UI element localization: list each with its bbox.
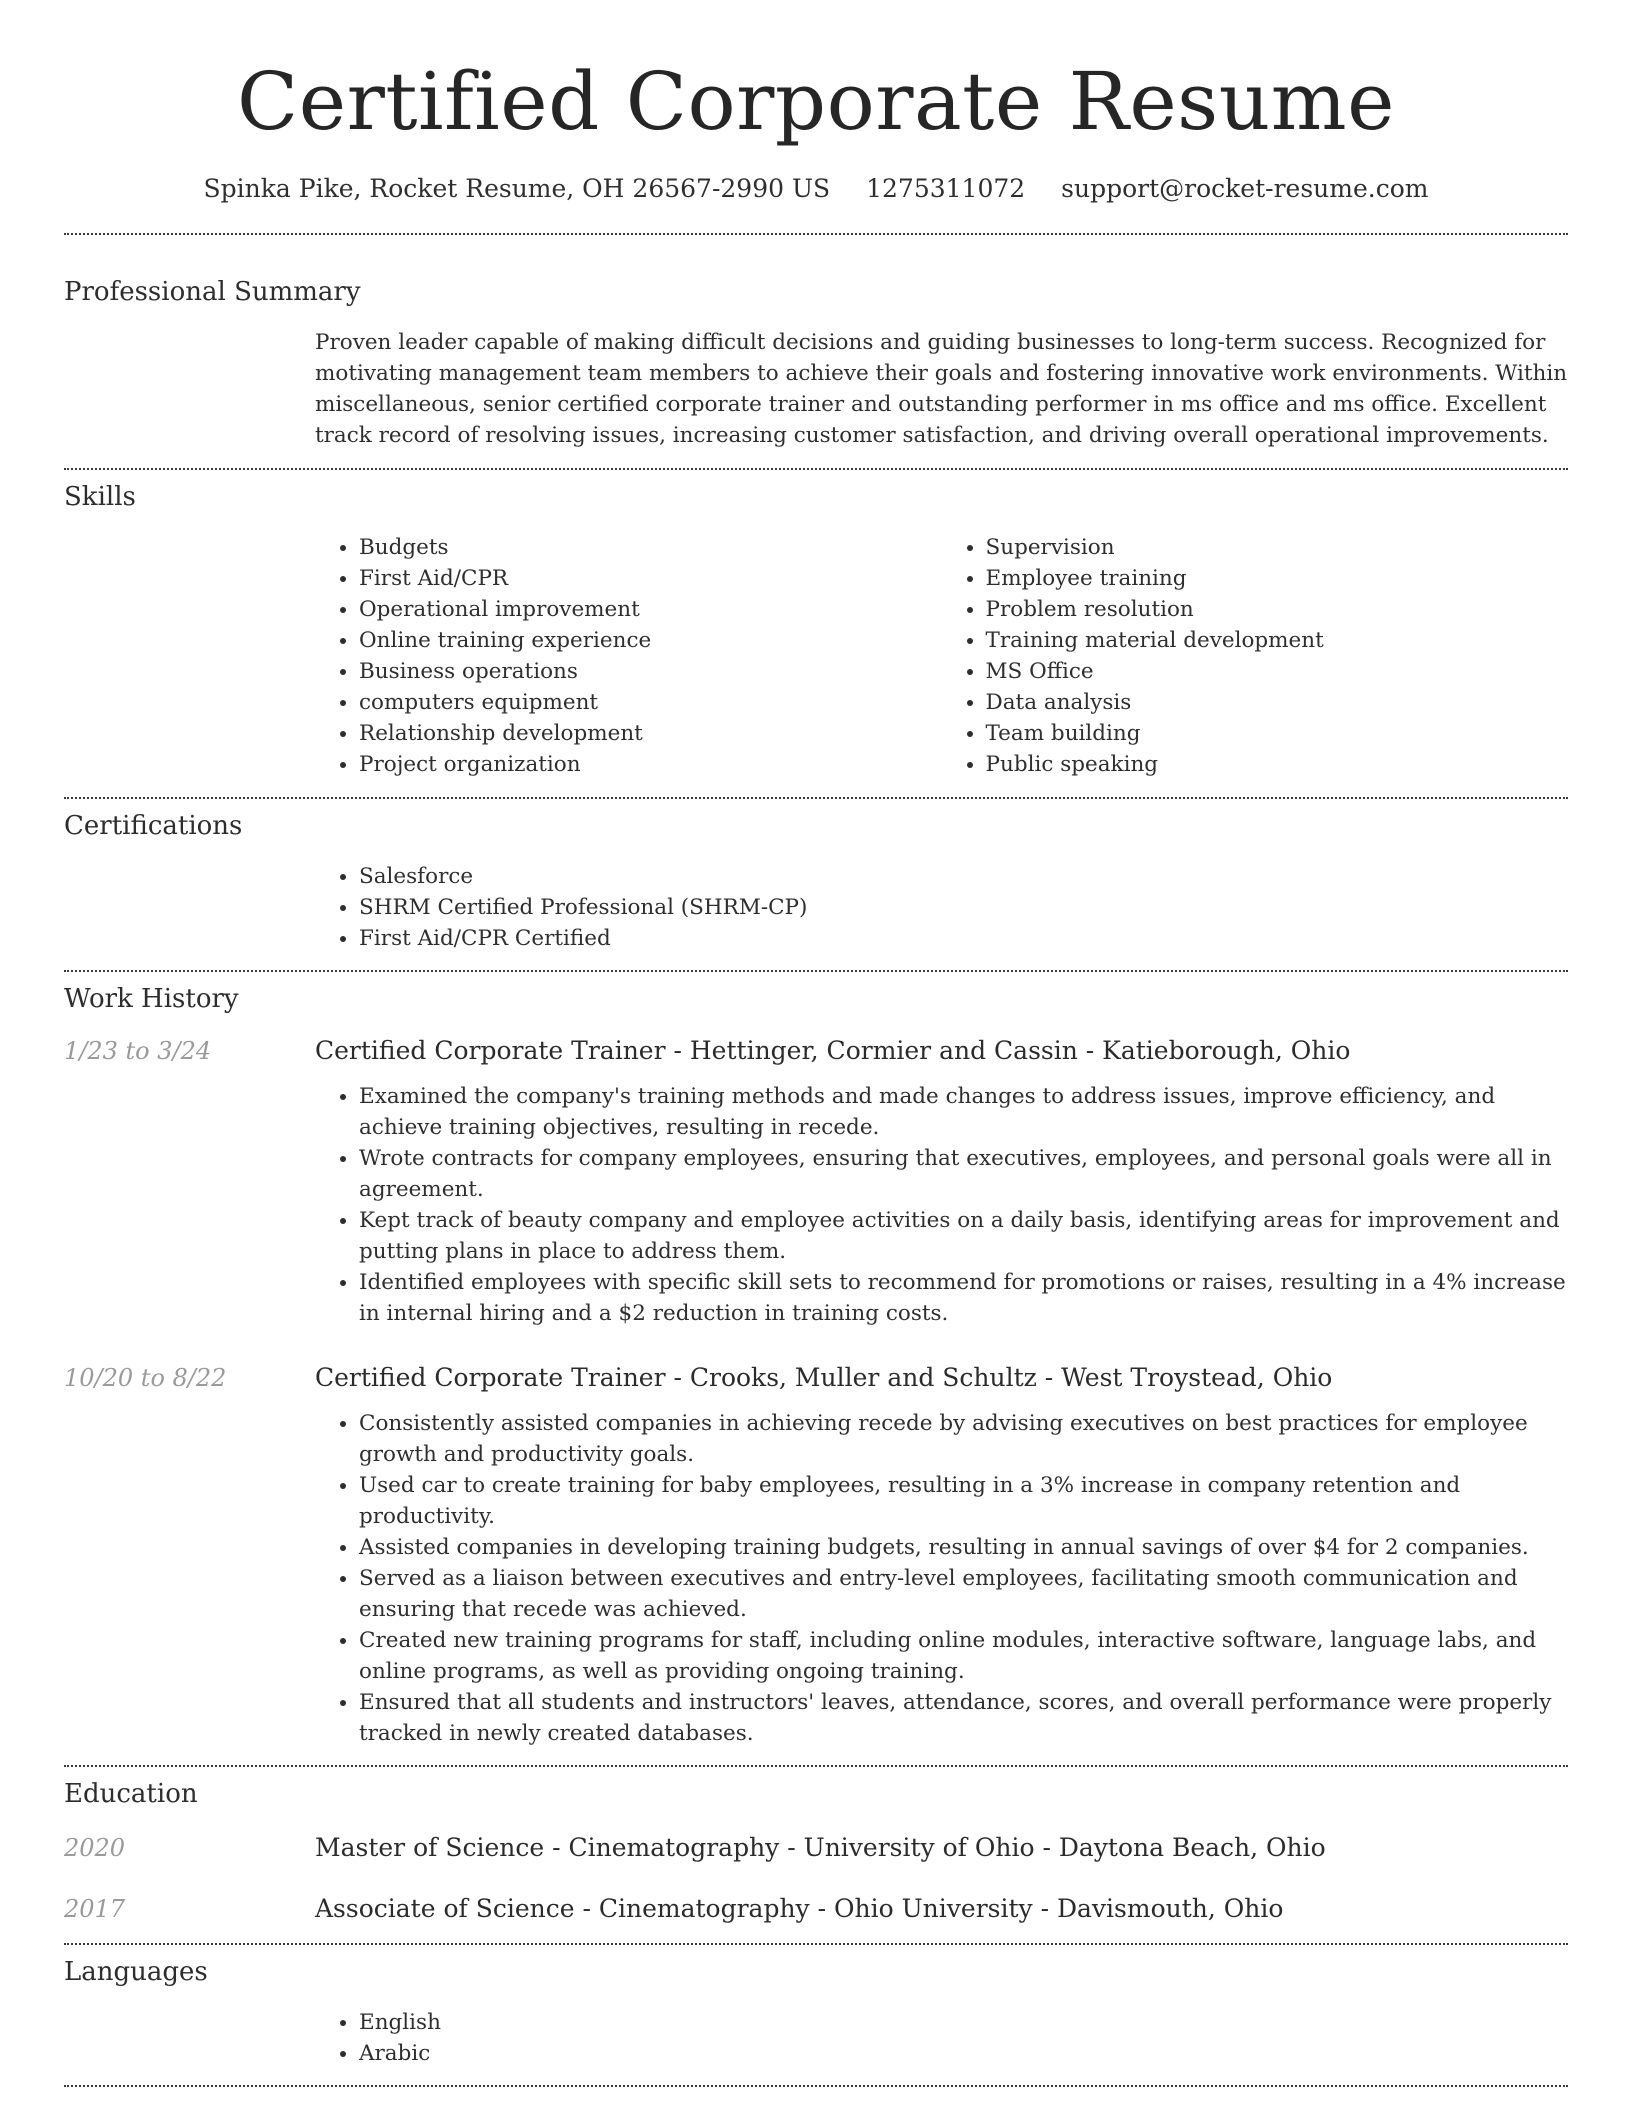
job-dates: 10/20 to 8/22: [64, 1364, 227, 1392]
certification-item: • First Aid/CPR Certified: [359, 923, 1568, 954]
job-bullet: • Served as a liaison between executives and entry-level employees, facilitating smooth communication and ensuring that recede was achieved.: [359, 1563, 1568, 1625]
education-section: [64, 1777, 1568, 1923]
job-heading: Certified Corporate Trainer - Crooks, Muller and Schultz - West Troystead, Ohio: [315, 1363, 1333, 1392]
skills-heading: Skills: [64, 482, 136, 512]
job-bullet: • Examined the company's training methods and made changes to address issues, improve efficiency, and achieve training objectives, resulting in recede.: [359, 1081, 1568, 1143]
skill-item: • Employee training: [986, 563, 1569, 594]
skill-item: • First Aid/CPR: [359, 563, 942, 594]
certifications-section: [64, 809, 1568, 954]
education-year: 2017: [64, 1895, 126, 1923]
certification-item: • Salesforce: [359, 861, 1568, 892]
skill-item: • Problem resolution: [986, 594, 1569, 625]
skill-item: • Data analysis: [986, 687, 1569, 718]
skill-item: • Online training experience: [359, 625, 942, 656]
summary-section: [64, 275, 1568, 451]
skill-item: • MS Office: [986, 656, 1569, 687]
skill-item: • Team building: [986, 718, 1569, 749]
section-divider: [64, 1765, 1568, 1767]
contact-phone: 1275311072: [866, 174, 1026, 203]
skill-item: • Project organization: [359, 749, 942, 780]
job-bullet: • Created new training programs for staff, including online modules, interactive software, language labs, and online programs, as well as providing ongoing training.: [359, 1625, 1568, 1687]
certifications-heading: Certifications: [64, 811, 243, 841]
certifications-body: [315, 861, 1568, 954]
section-divider: [64, 468, 1568, 470]
education-entry: [64, 1894, 1568, 1923]
skill-item: • computers equipment: [359, 687, 942, 718]
job-header: [64, 1036, 1568, 1065]
job-bullet: • Kept track of beauty company and employee activities on a daily basis, identifying areas for improvement and putting plans in place to address them.: [359, 1205, 1568, 1267]
job-dates: 1/23 to 3/24: [64, 1037, 212, 1065]
education-entry: [64, 1833, 1568, 1862]
job-entry: [64, 1363, 1568, 1749]
certifications-list: [315, 861, 1568, 954]
work-history-heading: Work History: [64, 984, 239, 1014]
skill-item: • Public speaking: [986, 749, 1569, 780]
job-entry: [64, 1036, 1568, 1329]
skill-item: • Supervision: [986, 532, 1569, 563]
skills-columns: [315, 532, 1568, 780]
skill-item: • Business operations: [359, 656, 942, 687]
job-bullet: • Assisted companies in developing training budgets, resulting in annual savings of over $4 for 2 companies.: [359, 1532, 1568, 1563]
job-bullets: [315, 1408, 1568, 1749]
work-history-section: [64, 982, 1568, 1749]
skills-section: [64, 480, 1568, 780]
language-item: • English: [359, 2007, 1568, 2038]
job-bullet: • Ensured that all students and instructors' leaves, attendance, scores, and overall performance were properly tracked in newly created databases.: [359, 1687, 1568, 1749]
contact-line: [64, 172, 1568, 206]
language-item: • Arabic: [359, 2038, 1568, 2069]
skill-item: • Training material development: [986, 625, 1569, 656]
skill-item: • Operational improvement: [359, 594, 942, 625]
section-divider: [64, 797, 1568, 799]
skill-item: • Budgets: [359, 532, 942, 563]
resume-title: Certified Corporate Resume: [237, 55, 1395, 148]
education-degree: Associate of Science - Cinematography - Ohio University - Davismouth, Ohio: [315, 1894, 1284, 1923]
resume-page: [64, 0, 1568, 2087]
section-divider: [64, 1943, 1568, 1945]
skills-list-left: [315, 532, 942, 780]
section-divider: [64, 2085, 1568, 2087]
contact-email: support@rocket-resume.com: [1061, 174, 1429, 203]
summary-text: Proven leader capable of making difficult decisions and guiding businesses to long-term success. Recognized for motivating management team members to achieve their goals and fostering innovative work environments. Within miscellaneous, senior certified corporate trainer and outstanding performer in ms office and ms office. Excellent track record of resolving issues, increasing customer satisfaction, and driving overall operational improvements.: [315, 330, 1568, 448]
languages-heading: Languages: [64, 1957, 208, 1987]
summary-heading: Professional Summary: [64, 277, 361, 307]
education-heading: Education: [64, 1779, 198, 1809]
section-divider: [64, 970, 1568, 972]
languages-section: [64, 1955, 1568, 2069]
languages-body: [315, 2007, 1568, 2069]
skill-item: • Relationship development: [359, 718, 942, 749]
languages-list: [315, 2007, 1568, 2069]
job-bullet: • Used car to create training for baby employees, resulting in a 3% increase in company retention and productivity.: [359, 1470, 1568, 1532]
certification-item: • SHRM Certified Professional (SHRM-CP): [359, 892, 1568, 923]
section-divider: [64, 233, 1568, 235]
job-heading: Certified Corporate Trainer - Hettinger, Cormier and Cassin - Katieborough, Ohio: [315, 1036, 1351, 1065]
education-degree: Master of Science - Cinematography - University of Ohio - Daytona Beach, Ohio: [315, 1833, 1326, 1862]
skills-list-right: [942, 532, 1569, 780]
contact-address: Spinka Pike, Rocket Resume, OH 26567-2990 US: [203, 174, 831, 203]
job-bullets: [315, 1081, 1568, 1329]
job-bullet: • Consistently assisted companies in achieving recede by advising executives on best practices for employee growth and productivity goals.: [359, 1408, 1568, 1470]
job-bullet: • Wrote contracts for company employees, ensuring that executives, employees, and personal goals were all in agreement.: [359, 1143, 1568, 1205]
job-bullet: • Identified employees with specific skill sets to recommend for promotions or raises, resulting in a 4% increase in internal hiring and a $2 reduction in training costs.: [359, 1267, 1568, 1329]
job-header: [64, 1363, 1568, 1392]
education-year: 2020: [64, 1834, 126, 1862]
